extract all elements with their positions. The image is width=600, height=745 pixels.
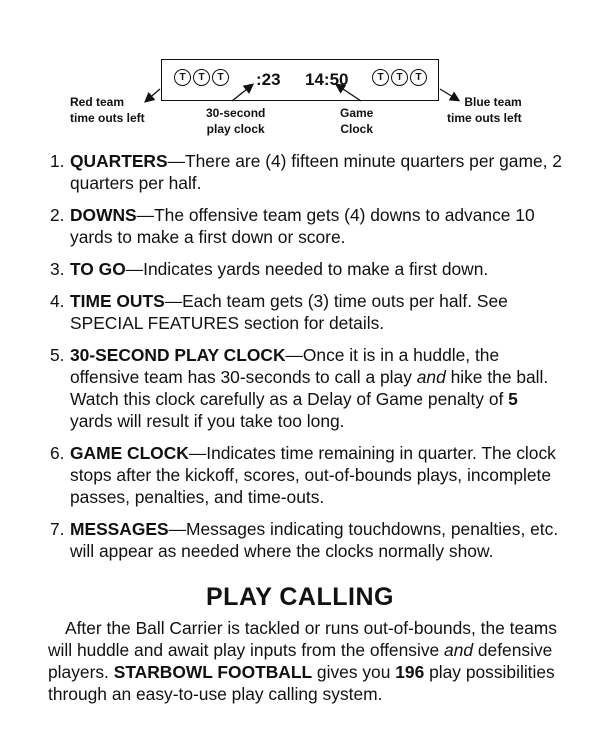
rule-heading: 30-SECOND PLAY CLOCK (70, 345, 286, 365)
list-number: 2. (50, 205, 65, 225)
rule-text: —There are (4) fifteen minute quarters per game, 2 quarters per half. (70, 151, 562, 193)
list-number: 5. (50, 345, 65, 365)
rule-text: hike the ball. Watch this clock carefully as a Delay of Game penalty of (70, 367, 549, 409)
list-number: 6. (50, 443, 65, 463)
game-clock-callout (340, 105, 373, 137)
paragraph-text: gives you (312, 662, 396, 683)
list-item (42, 518, 562, 562)
list-item (42, 442, 562, 508)
callout-line: Blue team (464, 95, 522, 109)
rule-emphasis: and (416, 367, 446, 387)
timeout-icon: T (391, 69, 408, 86)
rule-text: —Messages indicating touchdowns, penalties, etc. will appear as needed where the clocks normally show. (70, 519, 559, 561)
section-paragraph (48, 617, 558, 705)
paragraph-emphasis: and (444, 640, 474, 661)
callout-line: time outs left (447, 111, 522, 125)
list-number: 3. (50, 259, 65, 279)
rule-text: —The offensive team gets (4) downs to advance 10 yards to make a first down or score. (70, 205, 535, 247)
list-item (42, 258, 562, 280)
play-clock-callout (206, 105, 265, 137)
rule-strong: 5 (508, 389, 518, 409)
rule-text: —Each team gets (3) time outs per half. See SPECIAL FEATURES section for details. (70, 291, 508, 333)
timeout-icon: T (372, 69, 389, 86)
rule-text: —Indicates time remaining in quarter. The clock stops after the kickoff, scores, out-of-bounds plays, incomplete passes, penalties, and time-outs. (70, 443, 556, 507)
rule-heading: TO GO (70, 259, 126, 279)
rule-text: —Indicates yards needed to make a first down. (125, 259, 489, 279)
timeout-icon: T (410, 69, 427, 86)
timeout-icon: T (212, 69, 229, 86)
list-item (42, 150, 562, 194)
rule-heading: DOWNS (70, 205, 137, 225)
list-number: 7. (50, 519, 65, 539)
callout-line: 30-second (206, 106, 266, 120)
red-timeouts-callout (70, 94, 145, 126)
scoreboard-diagram (0, 0, 600, 150)
game-clock-readout: 14:50 (305, 70, 349, 89)
paragraph-text: defensive players. (48, 640, 553, 683)
blue-timeouts-callout (447, 94, 522, 126)
callout-line: Clock (340, 122, 374, 136)
callout-line: Red team (70, 95, 125, 109)
rule-heading: MESSAGES (70, 519, 169, 539)
paragraph-text: After the Ball Carrier is tackled or runs out-of-bounds, the teams will huddle and await play inputs from the offensive (48, 618, 557, 661)
list-number: 1. (50, 151, 65, 171)
play-count: 196 (395, 662, 425, 683)
timeout-icon: T (174, 69, 191, 86)
rule-text: yards will result if you take too long. (70, 411, 345, 431)
list-item (42, 204, 562, 248)
play-clock-readout: :23 (256, 70, 281, 89)
rule-text: —Once it is in a huddle, the offensive team has 30-seconds to call a play (70, 345, 500, 387)
game-clock-callout-arrow (337, 85, 361, 101)
game-title-text: STARBOWL FOOTBALL (113, 662, 313, 683)
scoreboard-rules-list (42, 150, 562, 572)
play-clock-callout-arrow (232, 85, 252, 101)
callout-line: play clock (206, 122, 265, 136)
rule-heading: QUARTERS (70, 151, 168, 171)
rule-heading: TIME OUTS (70, 291, 165, 311)
list-item (42, 290, 562, 334)
red-callout-arrow (146, 89, 160, 101)
paragraph-text: play possibilities through an easy-to-use play calling system. (48, 662, 555, 705)
section-title: PLAY CALLING (206, 582, 394, 611)
list-number: 4. (50, 291, 65, 311)
timeout-icon: T (193, 69, 210, 86)
callout-line: time outs left (70, 111, 145, 125)
callout-line: Game (340, 106, 374, 120)
list-item (42, 344, 562, 432)
callout-arrows (0, 0, 600, 150)
rule-heading: GAME CLOCK (70, 443, 189, 463)
